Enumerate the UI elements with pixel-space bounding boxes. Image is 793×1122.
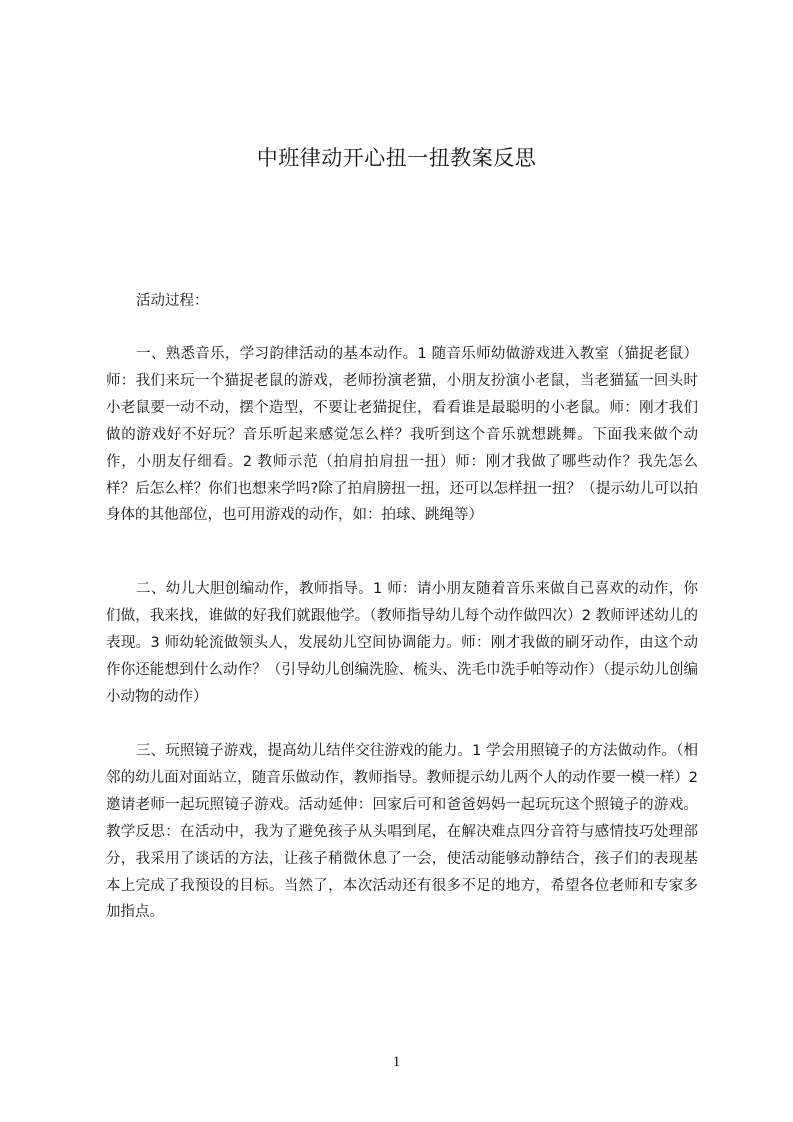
section-label: 活动过程： [136, 293, 209, 309]
page-title: 中班律动开心扭一扭教案反思 [256, 146, 537, 170]
paragraph-2: 二、幼儿大胆创编动作，教师指导。1 师：请小朋友随着音乐来做自己喜欢的动作，你们做，我来找，谁做的好我们就跟他学。（教师指导幼儿每个动作做四次）2 教师评述幼儿的表现。3 师幼轮流做领头人，发展幼儿空间协调能力。师：刚才我做的刷牙动作，由这个动作你还能想到什么动作？（引导幼儿创编洗脸、梳头、洗毛巾洗手帕等动作）（提示幼儿创编小动物的动作） [106, 581, 698, 705]
paragraph-1: 一、熟悉音乐，学习韵律活动的基本动作。1 随音乐师幼做游戏进入教室（猫捉老鼠）师：我们来玩一个猫捉老鼠的游戏，老师扮演老猫，小朋友扮演小老鼠，当老猫猛一回头时小老鼠要一动不动，摆个造型，不要让老猫捉住，看看谁是最聪明的小老鼠。师：刚才我们做的游戏好不好玩？音乐听起来感觉怎么样？我听到这个音乐就想跳舞。下面我来做个动作，小朋友仔细看。2 教师示范（拍肩拍肩扭一扭）师：刚才我做了哪些动作？我先怎么样？后怎么样？你们也想来学吗?除了拍肩膀扭一扭，还可以怎样扭一扭？（提示幼儿可以拍身体的其他部位，也可用游戏的动作，如：拍球、跳绳等） [106, 346, 698, 524]
paragraph-3: 三、玩照镜子游戏，提高幼儿结伴交往游戏的能力。1 学会用照镜子的方法做动作。（相邻的幼儿面对面站立，随音乐做动作，教师指导。教师提示幼儿两个人的动作要一模一样）2 邀请老师一起玩照镜子游戏。活动延伸：回家后可和爸爸妈妈一起玩玩这个照镜子的游戏。教学反思：在活动中，我为了避免孩子从头唱到尾，在解决难点四分音符与感情技巧处理部分，我采用了谈话的方法，让孩子稍微休息了一会，使活动能够动静结合，孩子们的表现基本上完成了我预设的目标。当然了，本次活动还有很多不足的地方，希望各位老师和专家多加指点。 [106, 743, 698, 921]
page-number: 1 [392, 1054, 401, 1070]
